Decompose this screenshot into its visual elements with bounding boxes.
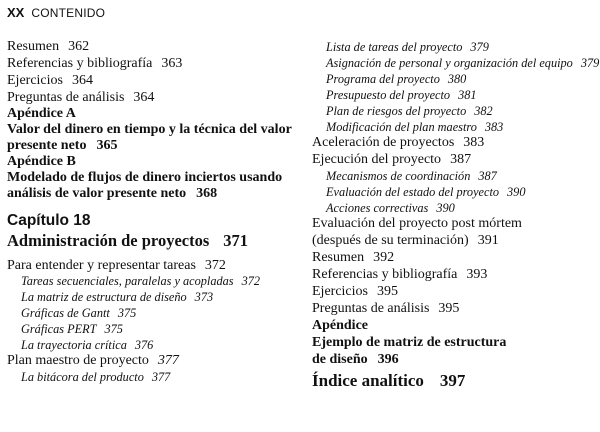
toc-entry-text: Evaluación del estado del proyecto [326, 185, 500, 199]
toc-entry-text: Asignación de personal y organización del equipo [326, 56, 573, 70]
toc-entry-text: Resumen [7, 39, 60, 54]
toc-entry-text: Referencias y bibliografía [312, 267, 458, 282]
toc-page-number: 395 [376, 284, 398, 299]
toc-page-number: 383 [463, 135, 485, 150]
toc-page-number: 372 [241, 274, 261, 288]
chapter-label: Capítulo 18 [7, 212, 91, 229]
toc-entry-ejercicios [312, 283, 398, 300]
toc-entry-text: presente neto [7, 138, 87, 153]
toc-entry-text: La matriz de estructura de diseño [21, 290, 187, 304]
toc-appendix-b-title: Modelado de flujos de dinero inciertos usando [7, 170, 283, 185]
index-entry [312, 371, 465, 391]
toc-page-number: 382 [474, 104, 493, 118]
toc-entry-text: de diseño [312, 352, 368, 367]
toc-page-number: 381 [458, 88, 477, 102]
toc-entry-preguntas [312, 300, 459, 317]
toc-subentry-modificacion [326, 119, 503, 135]
toc-subentry-gantt [21, 305, 136, 321]
toc-entry-text: Plan maestro de proyecto [7, 353, 149, 368]
toc-page-number: 368 [196, 186, 218, 201]
toc-entry-text: Referencias y bibliografía [7, 56, 153, 71]
header-page-number: XX [7, 5, 25, 20]
toc-page-number: 391 [477, 233, 499, 248]
toc-entry-text: Tareas secuenciales, paralelas y acopladas [21, 274, 234, 288]
toc-entry-text: Presupuesto del proyecto [326, 88, 451, 102]
toc-page-number: 380 [447, 72, 467, 86]
toc-page-number: 390 [507, 185, 526, 199]
toc-entry-resumen [312, 249, 394, 266]
toc-appendix-title: Ejemplo de matriz de estructura [312, 335, 507, 350]
toc-page-number: 377 [157, 353, 179, 368]
toc-subentry-trayectoria [21, 337, 153, 353]
toc-entry-text: Evaluación del proyecto post mórtem [312, 216, 522, 231]
toc-page-number: 387 [478, 169, 497, 183]
chapter-title [7, 231, 248, 251]
toc-appendix-b-title-cont [7, 185, 217, 202]
toc-page-number: 364 [133, 90, 155, 105]
toc-entry-evaluacion-post-cont [312, 232, 499, 249]
running-header [7, 4, 105, 22]
toc-entry-text: Gráficas de Gantt [21, 306, 110, 320]
toc-entry-referencias [7, 55, 182, 72]
toc-entry-text: Para entender y representar tareas [7, 258, 196, 273]
toc-page-number: 377 [151, 370, 171, 384]
toc-subentry-presupuesto [326, 87, 477, 103]
toc-entry-text: Preguntas de análisis [312, 301, 430, 316]
toc-page-number: 392 [373, 250, 395, 265]
toc-page-number: 364 [71, 73, 93, 88]
toc-subentry-bitacora [21, 369, 170, 385]
toc-appendix-title-cont [312, 351, 399, 368]
toc-subentry-programa [326, 71, 466, 87]
toc-entry-entender [7, 257, 226, 274]
toc-entry-text: Acciones correctivas [326, 201, 429, 215]
toc-entry-text: Resumen [312, 250, 365, 265]
toc-entry-evaluacion-post [312, 215, 522, 232]
toc-page-number: 395 [438, 301, 460, 316]
toc-entry-text: Mecanismos de coordinación [326, 169, 471, 183]
toc-page-number: 393 [466, 267, 488, 282]
chapter-page-number: 371 [223, 231, 249, 250]
toc-entry-text: Ejecución del proyecto [312, 152, 442, 167]
toc-appendix-a-title: Valor del dinero en tiempo y la técnica del valor [7, 122, 292, 137]
toc-page-number: 375 [104, 322, 123, 336]
toc-subentry-pert [21, 321, 123, 337]
toc-entry-text: Modificación del plan maestro [326, 120, 477, 134]
toc-entry-text: Ejercicios [7, 73, 63, 88]
toc-page-number: 387 [450, 152, 472, 167]
toc-page-number: 375 [117, 306, 137, 320]
toc-entry-text: Aceleración de proyectos [312, 135, 455, 150]
toc-entry-referencias [312, 266, 487, 283]
toc-entry-text: Programa del proyecto [326, 72, 440, 86]
toc-entry-plan-maestro [7, 352, 179, 369]
toc-entry-text: análisis de valor presente neto [7, 186, 187, 201]
toc-entry-aceleracion [312, 134, 484, 151]
toc-subentry-riesgos [326, 103, 493, 119]
toc-page-number: 396 [377, 352, 399, 367]
toc-subentry-lista-tareas [326, 39, 489, 55]
toc-entry-text: Gráficas PERT [21, 322, 97, 336]
toc-entry-text: La bitácora del producto [21, 370, 144, 384]
toc-appendix-label: Apéndice [312, 318, 368, 333]
toc-subentry-mecanismos [326, 168, 497, 184]
toc-entry-resumen [7, 38, 89, 55]
toc-page-number: 379 [470, 40, 489, 54]
toc-appendix-b-label: Apéndice B [7, 154, 76, 169]
toc-page-number: 373 [194, 290, 214, 304]
toc-entry-preguntas [7, 89, 154, 106]
toc-page-number: 365 [96, 138, 118, 153]
toc-entry-text: Ejercicios [312, 284, 368, 299]
toc-page-number: 379 [580, 56, 600, 70]
toc-entry-text: Preguntas de análisis [7, 90, 125, 105]
toc-subentry-tareas-secuenciales [21, 273, 260, 289]
toc-page-number: 363 [161, 56, 183, 71]
toc-entry-text: Lista de tareas del proyecto [326, 40, 463, 54]
toc-subentry-evaluacion-estado [326, 184, 525, 200]
chapter-title-text: Administración de proyectos [7, 231, 210, 250]
toc-page-number: 362 [68, 39, 90, 54]
toc-subentry-asignacion [326, 55, 599, 71]
toc-subentry-acciones [326, 200, 455, 216]
index-entry-text: Índice analítico [312, 371, 424, 390]
toc-entry-text: (después de su terminación) [312, 233, 469, 248]
toc-entry-ejercicios [7, 72, 93, 89]
toc-page-number: 390 [436, 201, 455, 215]
toc-appendix-a-label: Apéndice A [7, 106, 76, 121]
toc-appendix-a-title-cont [7, 137, 117, 154]
toc-page-number: 376 [134, 338, 154, 352]
toc-subentry-matriz-diseno [21, 289, 213, 305]
toc-page-number: 383 [484, 120, 504, 134]
toc-entry-text: Plan de riesgos del proyecto [326, 104, 467, 118]
toc-page-number: 372 [204, 258, 226, 273]
index-page-number: 397 [439, 371, 466, 390]
toc-entry-ejecucion [312, 151, 471, 168]
header-title: CONTENIDO [31, 6, 106, 20]
toc-entry-text: La trayectoria crítica [21, 338, 127, 352]
